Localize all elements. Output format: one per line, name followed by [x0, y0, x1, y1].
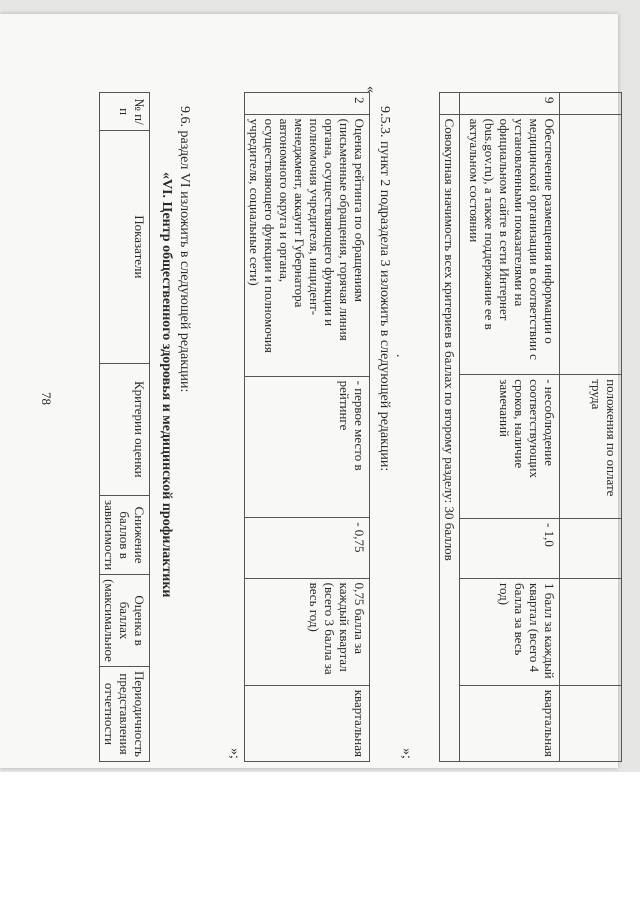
closing-quote: »; — [227, 748, 242, 759]
cell-num: 9 — [460, 93, 560, 115]
page-number: 78 — [39, 392, 54, 405]
header-score: Оценка в баллах (максимальное — [100, 575, 150, 667]
table-row — [245, 93, 370, 762]
table-row — [560, 93, 622, 762]
section-6-header-table — [99, 92, 150, 762]
cell-period — [560, 685, 622, 761]
cell-score: 0,75 балла за каждый квартал (всего 3 балла за весь год) — [245, 578, 370, 685]
cell-indicator: Оценка рейтинга по обращениям (письменные обращения, горячая линия органа, осуществляющего функции и полномочия учредителя, инцидент-менеджмент, аккаунт Губернатора автономного округа и органа, осуществляющего функции и полномочия учредителя, социальные сети) — [245, 114, 370, 376]
cell-period: квартальная — [460, 685, 560, 761]
paragraph-9-5-3: 9.5.3. пункт 2 подраздела 3 изложить в следующей редакции: — [377, 106, 392, 472]
total-text: Совокупная значимость всех критериев в баллах по второму разделу: 30 баллов — [440, 114, 460, 761]
header-criteria: Критерии оценки — [100, 363, 150, 495]
cell-indicator: Обеспечение размещения информации о медицинской организации в соответствии с установленными показателями на официальном сайте в сети Интернет (bus.gov.ru), а также поддержание ее в актуальном состоянии — [460, 114, 560, 375]
opening-quote: « — [363, 86, 378, 93]
cell-indicator — [560, 114, 622, 375]
cell-criteria: - несоблюдение соответствующих сроков, наличие замечаний — [460, 375, 560, 519]
cell-score: 1 балл за каждый квартал (всего 4 балла за весь год) — [460, 578, 560, 685]
cell-reduction: - 1,0 — [460, 519, 560, 579]
cell-reduction — [560, 519, 622, 579]
rotated-sheet — [8, 34, 628, 772]
paragraph-9-6: 9.6. раздел VI изложить в следующей редакции: — [177, 106, 192, 393]
cell-num — [560, 93, 622, 115]
criteria-table-section-2 — [439, 92, 622, 762]
header-row — [100, 93, 150, 762]
cell-criteria: - первое место в рейтинге — [245, 376, 370, 518]
header-period: Периодичность представления отчетности — [100, 666, 150, 761]
cell-criteria: положения по оплате труда — [560, 375, 622, 519]
section-title: «VI. Центр общественного здоровья и медицинской профилактики — [159, 172, 174, 598]
document-page — [0, 14, 618, 768]
table-row — [460, 93, 560, 762]
cell-reduction: - 0,75 — [245, 518, 370, 578]
header-indicators: Показатели — [100, 131, 150, 363]
rating-table — [244, 92, 370, 762]
cell-num: 2 — [245, 93, 370, 115]
header-num: № п/п — [100, 93, 150, 131]
header-reduction: Снижение баллов в зависимости — [100, 495, 150, 574]
cell-score — [560, 578, 622, 685]
table-row-total — [440, 93, 460, 762]
dot-mark: . — [393, 354, 408, 358]
cell-period: квартальная — [245, 685, 370, 761]
closing-quote: »; — [399, 748, 414, 759]
